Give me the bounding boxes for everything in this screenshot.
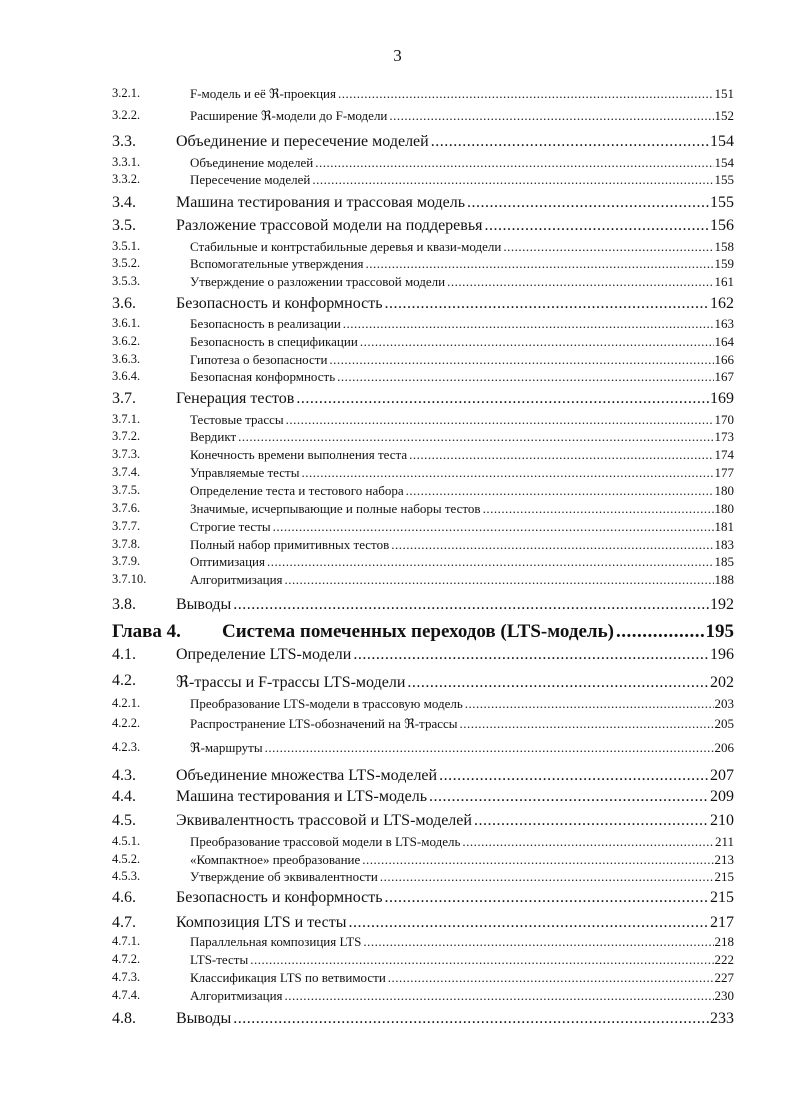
toc-entry-number: 3.3.	[112, 133, 136, 150]
toc-entry-title: Управляемые тесты	[190, 465, 300, 480]
toc-entry-page: 213	[714, 852, 734, 867]
toc-entry-title: Определение LTS-модели	[176, 646, 352, 663]
toc-entry-title: Вспомогательные утверждения	[190, 256, 364, 271]
toc-entry-title: Генерация тестов	[176, 390, 295, 407]
toc-entry-number: 3.5.2.	[112, 256, 141, 270]
toc-entry-number: 3.7.6.	[112, 501, 141, 515]
toc-entry-title: Безопасность и конформность	[176, 889, 383, 906]
toc-dot-leader	[250, 952, 713, 968]
toc-entry-page: 155	[710, 194, 734, 211]
toc-entry-title-line	[190, 86, 734, 102]
toc-entry-title-line	[190, 716, 734, 732]
toc-entry-title: F-модель и её ℜ-проекция	[190, 86, 336, 101]
toc-entry-title: Полный набор примитивных тестов	[190, 537, 390, 552]
toc-entry-title: Система помеченных переходов (LTS-модель)	[222, 621, 614, 642]
toc-entry-number: 3.7.1.	[112, 412, 141, 426]
toc-dot-leader	[360, 334, 714, 350]
toc-dot-leader	[407, 674, 709, 692]
toc-entry-number: 3.6.	[112, 295, 136, 312]
toc-dot-leader	[312, 172, 713, 188]
toc-entry-title: Оптимизация	[190, 554, 265, 569]
toc-entry-title-line	[176, 194, 734, 212]
toc-entry-page: 222	[714, 952, 734, 967]
toc-entry-page: 181	[714, 519, 734, 534]
toc-entry-title-line	[176, 295, 734, 313]
toc-dot-leader	[385, 889, 709, 907]
toc-dot-leader	[474, 812, 709, 830]
toc-entry-title-line	[190, 274, 734, 290]
toc-entry-title-line	[190, 740, 734, 756]
toc-entry-title: Классификация LTS по ветвимости	[190, 970, 386, 985]
toc-entry-number: 4.6.	[112, 889, 136, 906]
toc-entry-title-line	[190, 952, 734, 968]
toc-entry-page: 163	[714, 316, 734, 331]
toc-dot-leader	[503, 239, 713, 255]
toc-entry-page: 151	[714, 86, 734, 101]
toc-entry-page: 210	[710, 812, 734, 829]
toc-entry-number: 3.7.7.	[112, 519, 141, 533]
toc-dot-leader	[285, 988, 714, 1004]
toc-entry-title-line	[190, 934, 734, 950]
toc-entry-title: Конечность времени выполнения теста	[190, 447, 408, 462]
toc-entry-title-line	[190, 447, 734, 463]
toc-entry-page: 166	[714, 352, 734, 367]
toc-entry-number: 3.3.1.	[112, 155, 141, 169]
toc-dot-leader	[267, 554, 714, 570]
toc-entry-page: 154	[714, 155, 734, 170]
toc-dot-leader	[265, 740, 714, 756]
toc-entry-title-line	[190, 970, 734, 986]
toc-entry-title: Безопасность и конформность	[176, 295, 383, 312]
toc-entry-title: Преобразование трассовой модели в LTS-модель	[190, 834, 461, 849]
toc-entry-page: 203	[714, 696, 734, 711]
toc-entry-number: 4.2.	[112, 672, 136, 689]
toc-entry-page: 180	[714, 501, 734, 516]
toc-entry-title: Расширение ℜ-модели до F-модели	[190, 108, 388, 123]
toc-entry-title: Параллельная композиция LTS	[190, 934, 362, 949]
toc-entry-title-line	[190, 572, 734, 588]
toc-entry-number: 3.7.8.	[112, 537, 141, 551]
toc-entry-page: 185	[714, 554, 734, 569]
toc-entry-title-line	[190, 172, 734, 188]
toc-entry-title: Безопасность в спецификации	[190, 334, 358, 349]
toc-entry-page: 183	[714, 537, 734, 552]
toc-entry-number: 3.2.2.	[112, 108, 141, 122]
toc-entry-page: 195	[705, 621, 734, 642]
toc-dot-leader	[233, 1010, 709, 1028]
toc-dot-leader	[337, 369, 713, 385]
toc-entry-page: 167	[714, 369, 734, 384]
toc-entry-number: 3.6.1.	[112, 316, 141, 330]
toc-entry-page: 155	[714, 172, 734, 187]
toc-entry-title: Объединение моделей	[190, 155, 314, 170]
toc-dot-leader	[349, 914, 710, 932]
toc-dot-leader	[462, 834, 714, 850]
toc-entry-title: Выводы	[176, 1010, 232, 1027]
toc-dot-leader	[429, 788, 709, 806]
toc-entry-title: Тестовые трассы	[190, 412, 284, 427]
toc-entry-number: 3.6.2.	[112, 334, 141, 348]
toc-entry-title-line	[190, 537, 734, 553]
toc-entry-title-line	[190, 519, 734, 535]
toc-dot-leader	[285, 572, 714, 588]
toc-entry-number: 4.7.	[112, 914, 136, 931]
toc-entry-number: 3.7.	[112, 390, 136, 407]
toc-entry-number: 4.5.2.	[112, 852, 141, 866]
toc-entry-page: 206	[714, 740, 734, 755]
toc-dot-leader	[431, 133, 709, 151]
toc-dot-leader	[273, 519, 714, 535]
toc-entry-page: 177	[714, 465, 734, 480]
toc-entry-page: 202	[710, 674, 734, 691]
toc-entry-number: 3.4.	[112, 194, 136, 211]
toc-dot-leader	[233, 596, 709, 614]
toc-entry-title-line	[176, 133, 734, 151]
toc-entry-title: Эквивалентность трассовой и LTS-моделей	[176, 812, 472, 829]
toc-entry-number: 4.5.	[112, 812, 136, 829]
toc-entry-page: 188	[714, 572, 734, 587]
toc-entry-page: 215	[714, 869, 734, 884]
toc-entry-number: 3.5.3.	[112, 274, 141, 288]
toc-entry-number: 4.2.3.	[112, 740, 141, 754]
toc-entry-page: 156	[710, 217, 734, 234]
toc-entry-title: Алгоритмизация	[190, 988, 283, 1003]
toc-entry-number: 4.5.3.	[112, 869, 141, 883]
toc-entry-title-line	[190, 316, 734, 332]
toc-entry-number: 3.7.3.	[112, 447, 141, 461]
toc-dot-leader	[388, 970, 714, 986]
toc-entry-number: 3.5.1.	[112, 239, 141, 253]
toc-entry-title-line	[222, 621, 734, 643]
toc-entry-title: Машина тестирования и трассовая модель	[176, 194, 465, 211]
toc-entry-page: 164	[714, 334, 734, 349]
toc-entry-number: 3.2.1.	[112, 86, 141, 100]
toc-entry-page: 152	[714, 108, 734, 123]
toc-entry-page: 192	[710, 596, 734, 613]
toc-dot-leader	[483, 501, 714, 517]
toc-entry-title: Стабильные и контрстабильные деревья и квази-модели	[190, 239, 502, 254]
toc-entry-title-line	[190, 429, 734, 445]
toc-entry-title-line	[190, 501, 734, 517]
toc-entry-title: Значимые, исчерпывающие и полные наборы тестов	[190, 501, 481, 516]
toc-entry-number: 4.2.1.	[112, 696, 141, 710]
toc-entry-number: 3.7.4.	[112, 465, 141, 479]
toc-dot-leader	[343, 316, 714, 332]
toc-entry-title-line	[176, 390, 734, 408]
toc-entry-number: 4.3.	[112, 767, 136, 784]
toc-dot-leader	[338, 86, 714, 102]
toc-entry-title-line	[190, 834, 734, 850]
toc-entry-page: 233	[710, 1010, 734, 1027]
toc-entry-title: ℜ-маршруты	[190, 740, 263, 755]
toc-entry-number: 3.6.3.	[112, 352, 141, 366]
toc-entry-number: 3.8.	[112, 596, 136, 613]
toc-entry-page: 205	[714, 716, 734, 731]
toc-dot-leader	[315, 155, 713, 171]
toc-entry-title-line	[176, 812, 734, 830]
toc-entry-title: Утверждение о разложении трассовой модели	[190, 274, 446, 289]
toc-dot-leader	[362, 852, 713, 868]
toc-entry-number: 3.7.10.	[112, 572, 147, 586]
toc-entry-title: Пересечение моделей	[190, 172, 311, 187]
toc-entry-title: Объединение множества LTS-моделей	[176, 767, 438, 784]
toc-entry-number: 4.7.4.	[112, 988, 141, 1002]
page-number: 3	[393, 46, 402, 65]
toc-entry-number: 3.6.4.	[112, 369, 141, 383]
toc-entry-title-line	[176, 217, 734, 235]
toc-entry-page: 162	[710, 295, 734, 312]
toc-entry-page: 159	[714, 256, 734, 271]
toc-entry-title-line	[190, 256, 734, 272]
toc-entry-page: 169	[710, 390, 734, 407]
toc-entry-title-line	[190, 554, 734, 570]
toc-entry-title-line	[190, 869, 734, 885]
toc-entry-page: 211	[714, 834, 734, 849]
toc-entry-page: 161	[714, 274, 734, 289]
toc-entry-title: Разложение трассовой модели на поддеревья	[176, 217, 483, 234]
toc-dot-leader	[363, 934, 713, 950]
toc-dot-leader	[460, 716, 714, 732]
toc-dot-leader	[616, 621, 705, 643]
toc-entry-number: 3.3.2.	[112, 172, 141, 186]
toc-entry-page: 170	[714, 412, 734, 427]
toc-entry-title-line	[176, 646, 734, 664]
toc-entry-number: 4.7.2.	[112, 952, 141, 966]
toc-entry-title-line	[190, 369, 734, 385]
toc-entry-title: Выводы	[176, 596, 232, 613]
toc-entry-title-line	[190, 412, 734, 428]
toc-entry-title: Объединение и пересечение моделей	[176, 133, 429, 150]
toc-entry-page: 207	[710, 767, 734, 784]
toc-entry-number: 3.7.2.	[112, 429, 141, 443]
toc-entry-title-line	[176, 889, 734, 907]
toc-entry-title: Гипотеза о безопасности	[190, 352, 328, 367]
toc-entry-number: 4.2.2.	[112, 716, 141, 730]
toc-entry-title-line	[190, 852, 734, 868]
toc-dot-leader	[380, 869, 714, 885]
toc-entry-title: Утверждение об эквивалентности	[190, 869, 378, 884]
toc-entry-title-line	[190, 155, 734, 171]
toc-entry-number: 4.8.	[112, 1010, 136, 1027]
toc-entry-number: 4.5.1.	[112, 834, 141, 848]
toc-entry-title: LTS-тесты	[190, 952, 249, 967]
toc-dot-leader	[409, 447, 713, 463]
toc-dot-leader	[296, 390, 709, 408]
toc-entry-page: 173	[714, 429, 734, 444]
toc-entry-title-line	[176, 672, 734, 692]
toc-entry-title-line	[176, 596, 734, 614]
toc-entry-number: 4.1.	[112, 646, 136, 663]
toc-entry-title: Безопасная конформность	[190, 369, 336, 384]
toc-dot-leader	[301, 465, 713, 481]
toc-dot-leader	[447, 274, 713, 290]
toc-entry-title: Строгие тесты	[190, 519, 271, 534]
toc-dot-leader	[385, 295, 709, 313]
toc-entry-page: 217	[710, 914, 734, 931]
toc-dot-leader	[467, 194, 709, 212]
toc-entry-title: Определение теста и тестового набора	[190, 483, 404, 498]
toc-entry-title-line	[190, 352, 734, 368]
toc-entry-title: Распространение LTS-обозначений на ℜ-трассы	[190, 716, 458, 731]
toc-entry-number: 4.7.1.	[112, 934, 141, 948]
toc-entry-title-line	[176, 767, 734, 785]
toc-dot-leader	[329, 352, 713, 368]
toc-entry-number: 3.5.	[112, 217, 136, 234]
toc-dot-leader	[391, 537, 713, 553]
toc-entry-title-line	[190, 239, 734, 255]
toc-entry-page: 180	[714, 483, 734, 498]
toc-dot-leader	[465, 696, 714, 712]
toc-entry-page: 154	[710, 133, 734, 150]
toc-dot-leader	[485, 217, 710, 235]
toc-entry-title-line	[190, 696, 734, 712]
toc-entry-title-line	[190, 465, 734, 481]
toc-entry-title-line	[190, 483, 734, 499]
toc-entry-number: 4.7.3.	[112, 970, 141, 984]
toc-entry-title: Машина тестирования и LTS-модель	[176, 788, 428, 805]
toc-entry-title: Вердикт	[190, 429, 237, 444]
toc-entry-number: 3.7.5.	[112, 483, 141, 497]
toc-dot-leader	[406, 483, 714, 499]
toc-entry-title-line	[190, 334, 734, 350]
toc-entry-page: 174	[714, 447, 734, 462]
toc-entry-page: 227	[714, 970, 734, 985]
toc-entry-title: ℜ-трассы и F-трассы LTS-модели	[176, 674, 406, 691]
toc-entry-page: 196	[710, 646, 734, 663]
toc-entry-title-line	[190, 988, 734, 1004]
toc-entry-number: Глава 4.	[112, 621, 181, 642]
toc-dot-leader	[389, 108, 713, 124]
toc-entry-title-line	[176, 788, 734, 806]
toc-entry-title: Безопасность в реализации	[190, 316, 341, 331]
toc-entry-number: 3.7.9.	[112, 554, 141, 568]
toc-entry-title: Композиция LTS и тесты	[176, 914, 347, 931]
toc-entry-title-line	[190, 108, 734, 124]
toc-entry-page: 230	[714, 988, 734, 1003]
toc-entry-title: Алгоритмизация	[190, 572, 283, 587]
toc-dot-leader	[353, 646, 709, 664]
toc-dot-leader	[238, 429, 713, 445]
toc-dot-leader	[286, 412, 714, 428]
toc-entry-title: Преобразование LTS-модели в трассовую модель	[190, 696, 463, 711]
toc-dot-leader	[366, 256, 714, 272]
toc-entry-page: 209	[710, 788, 734, 805]
toc-entry-title: «Компактное» преобразование	[190, 852, 361, 867]
toc-entry-title-line	[176, 914, 734, 932]
toc-dot-leader	[439, 767, 709, 785]
toc-entry-page: 215	[710, 889, 734, 906]
toc-entry-title-line	[176, 1010, 734, 1028]
toc-entry-page: 218	[714, 934, 734, 949]
toc-entry-number: 4.4.	[112, 788, 136, 805]
toc-entry-page: 158	[714, 239, 734, 254]
